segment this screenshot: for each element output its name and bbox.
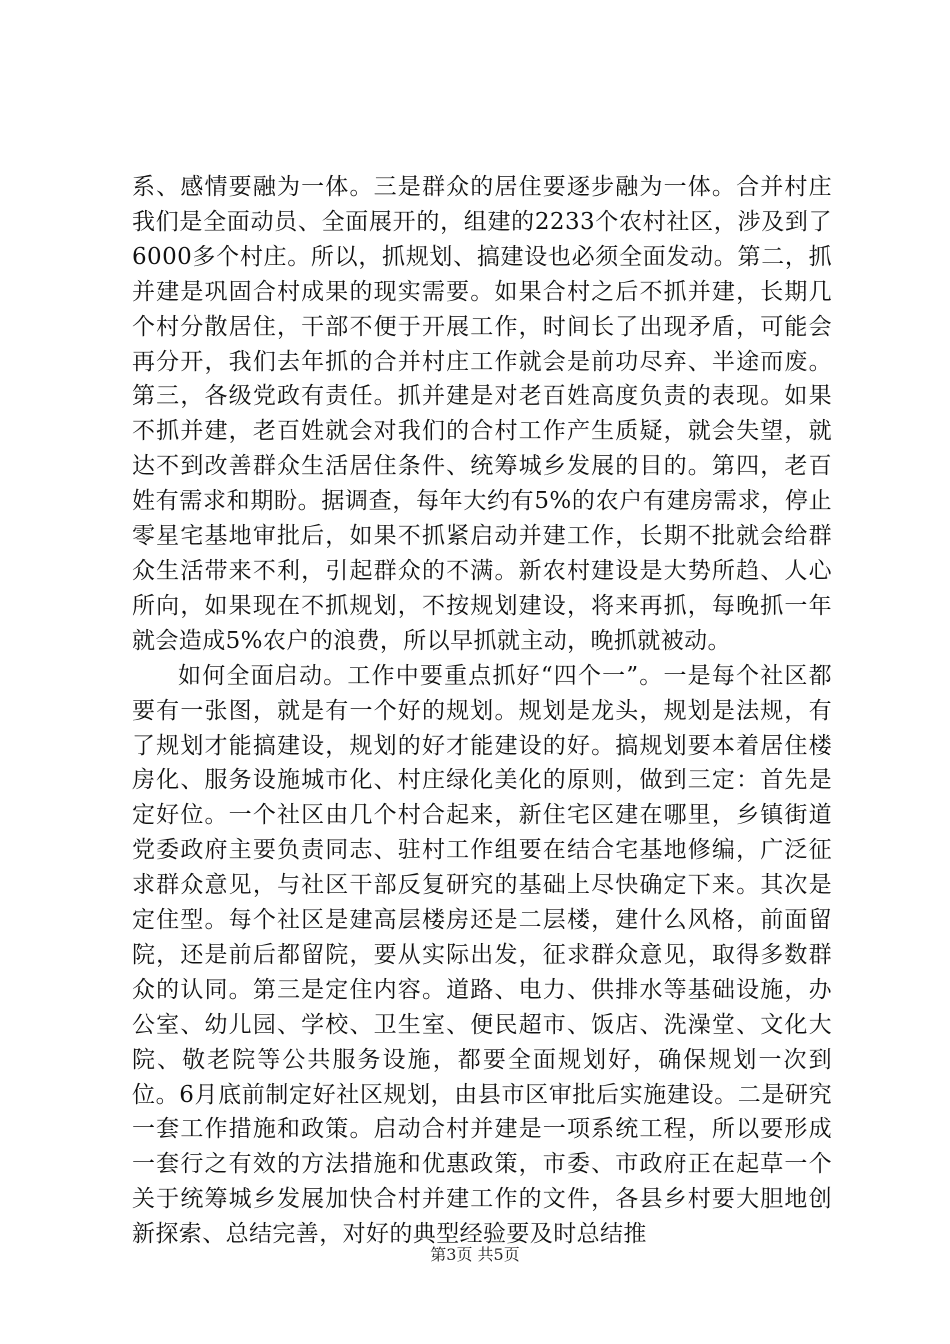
paragraph-how-to-launch: 如何全面启动。工作中要重点抓好“四个一”。一是每个社区都要有一张图，就是有一个好的规划。规划是龙头，规划是法规，有了规划才能搞建设，规划的好才能建设的好。搞规划要本着居住楼房化、服务设施城市化、村庄绿化美化的原则，做到三定：首先是定好位。一个社区由几个村合起来，新住宅区建在哪里，乡镇街道党委政府主要负责同志、驻村工作组要在结合宅基地修编，广泛征求群众意见，与社区干部反复研究的基础上尽快确定下来。其次是定住型。每个社区是建高层楼房还是二层楼，建什么风格，前面留院，还是前后都留院，要从实际出发，征求群众意见，取得多数群众的认同。第三是定住内容。道路、电力、供排水等基础设施，办公室、幼儿园、学校、卫生室、便民超市、饭店、洗澡堂、文化大院、敬老院等公共服务设施，都要全面规划好，确保规划一次到位。6月底前制定好社区规划，由县市区审批后实施建设。二是研究一套工作措施和政策。启动合村并建是一项系统工程，所以要形成一套行之有效的方法措施和优惠政策，市委、市政府正在起草一个关于统筹城乡发展加快合村并建工作的文件，各县乡村要大胆地创新探索、总结完善，对好的典型经验要及时总结推	[132, 662, 832, 1248]
page-footer	[0, 1244, 950, 1266]
page-number-label: 第3页 共5页	[430, 1245, 520, 1264]
paragraph-continuation: 系、感情要融为一体。三是群众的居住要逐步融为一体。合并村庄我们是全面动员、全面展开的，组建的2233个农村社区，涉及到了6000多个村庄。所以，抓规划、搞建设也必须全面发动。第二，抓并建是巩固合村成果的现实需要。如果合村之后不抓并建，长期几个村分散居住，干部不便于开展工作，时间长了出现矛盾，可能会再分开，我们去年抓的合并村庄工作就会是前功尽弃、半途而废。第三，各级党政有责任。抓并建是对老百姓高度负责的表现。如果不抓并建，老百姓就会对我们的合村工作产生质疑，就会失望，就达不到改善群众生活居住条件、统筹城乡发展的目的。第四，老百姓有需求和期盼。据调查，每年大约有5%的农户有建房需求，停止零星宅基地审批后，如果不抓紧启动并建工作，长期不批就会给群众生活带来不利，引起群众的不满。新农村建设是大势所趋、人心所向，如果现在不抓规划，不按规划建设，将来再抓，每晚抓一年就会造成5%农户的浪费，所以早抓就主动，晚抓就被动。	[132, 174, 832, 654]
document-body	[132, 170, 832, 1252]
